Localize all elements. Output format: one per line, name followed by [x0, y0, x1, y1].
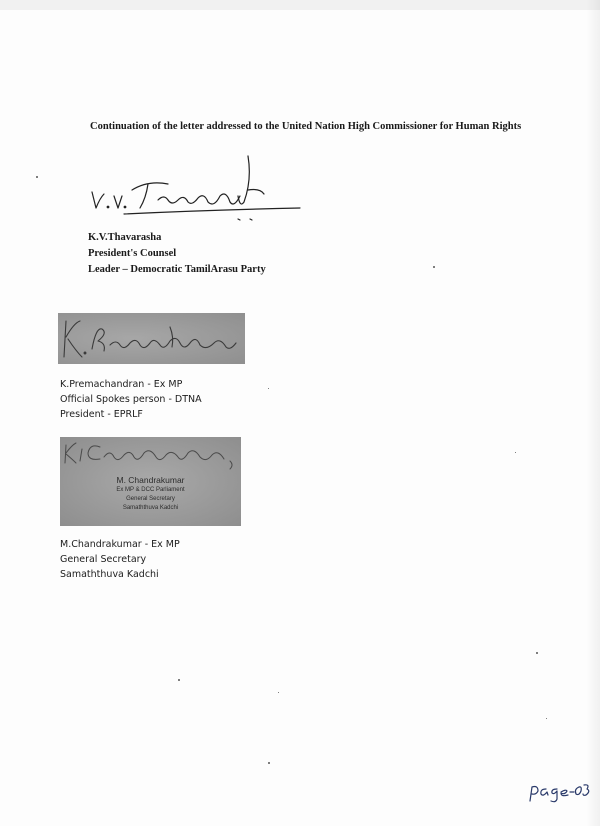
- scan-speck: [178, 679, 180, 681]
- scan-speck: [278, 692, 279, 693]
- stamp-name-line: M. Chandrakumar: [116, 475, 185, 485]
- signatory-title: General Secretary: [60, 554, 147, 565]
- scan-speck: [433, 266, 435, 268]
- scan-speck: [268, 388, 269, 389]
- signatory-chandrakumar: [60, 537, 180, 582]
- handwritten-page-number: [528, 781, 590, 803]
- signatory-name: K.Premachandran - Ex MP: [60, 379, 183, 390]
- signatory-party: Samaththuva Kadchi: [60, 569, 159, 580]
- signature-stamp-premachandran: [58, 313, 245, 364]
- signature-stamp-chandrakumar: [60, 437, 241, 526]
- scan-shadow: [586, 0, 600, 826]
- signature-thavarasha: [88, 150, 308, 228]
- signatory-premachandran: [60, 377, 202, 422]
- letter-heading: Continuation of the letter addressed to the United Nation High Commissioner for Human Rights: [90, 121, 522, 132]
- stamp-title-line: Ex MP & DCC Parliament: [116, 487, 185, 493]
- signatory-name: M.Chandrakumar - Ex MP: [60, 539, 180, 550]
- signatory-title: President's Counsel: [88, 248, 177, 259]
- scan-speck: [536, 652, 538, 654]
- signatory-thavarasha: [88, 230, 266, 278]
- scan-speck: [546, 718, 547, 719]
- scan-speck: [515, 452, 516, 453]
- stamp-role-line: General Secretary: [126, 496, 175, 502]
- signatory-party: President - EPRLF: [60, 409, 143, 420]
- stamp-party-line: Samaththuva Kadchi: [122, 505, 179, 511]
- signatory-party: Leader – Democratic TamilArasu Party: [88, 264, 266, 275]
- scan-speck: [36, 176, 38, 178]
- scan-speck: [268, 762, 270, 764]
- signatory-name: K.V.Thavarasha: [88, 232, 162, 243]
- scan-edge: [0, 0, 600, 10]
- signatory-title: Official Spokes person - DTNA: [60, 394, 202, 405]
